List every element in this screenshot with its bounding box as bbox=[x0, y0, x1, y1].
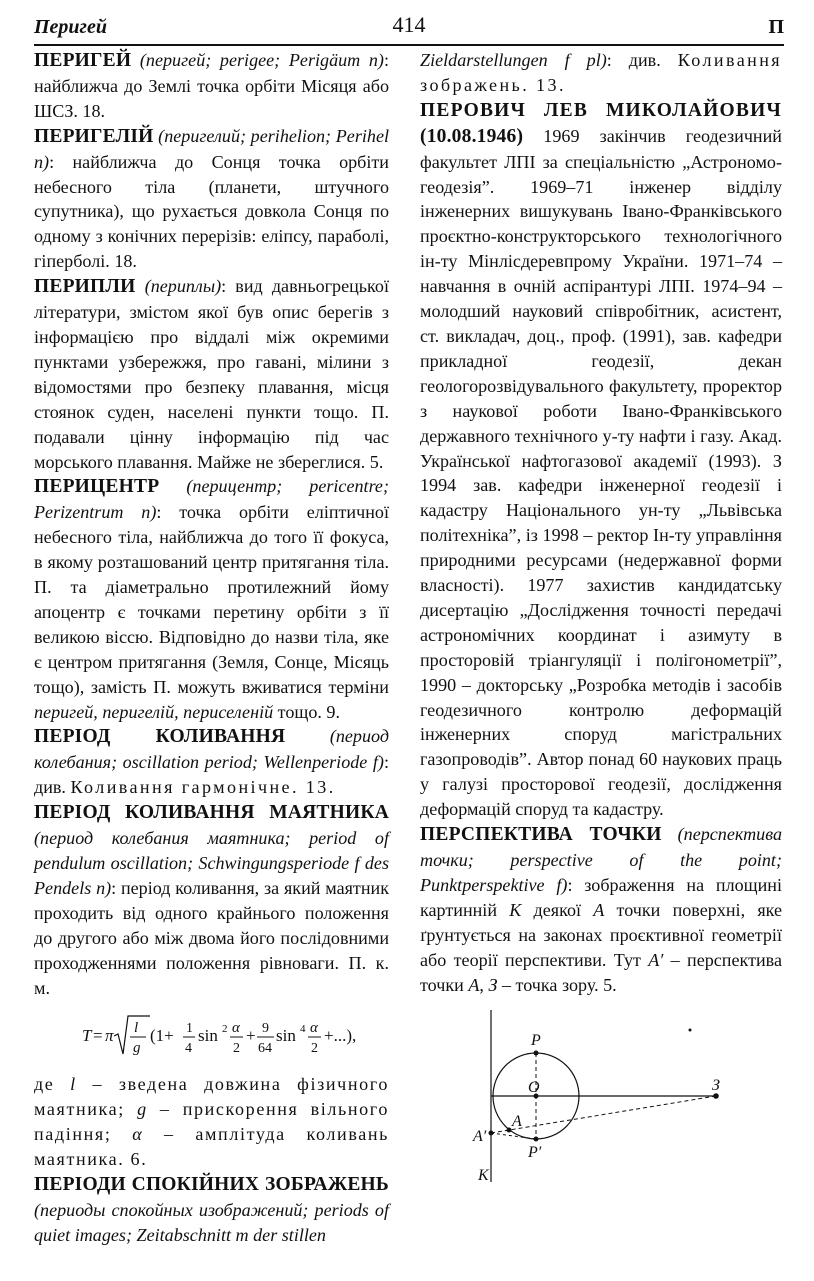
formula-nine: 9 bbox=[261, 1021, 269, 1037]
headword: ПЕРІОД КОЛИВАННЯ bbox=[34, 726, 286, 748]
entry-periody-spokiinykh bbox=[34, 1172, 389, 1248]
cross-reference: Коливання зображень. 13. bbox=[420, 50, 783, 95]
note-l-text: – зведена довжина фізичного маятника; bbox=[34, 1074, 390, 1120]
headword: ПЕРИГЕЛІЙ bbox=[34, 125, 154, 147]
formula-sixtyfour: 64 bbox=[257, 1041, 272, 1057]
point-A-prime bbox=[489, 1131, 494, 1136]
formula-tail: +...), bbox=[323, 1026, 356, 1046]
formula-one: 1 bbox=[185, 1021, 193, 1037]
definition: : найближча до Землі точка орбіти Місяця або ШСЗ. 18. bbox=[34, 50, 389, 121]
point-Z bbox=[713, 1093, 719, 1099]
note-g: g bbox=[137, 1099, 148, 1120]
related-terms: перигей, перигелій, периселеній bbox=[34, 701, 274, 722]
left-column bbox=[34, 48, 389, 1248]
projection-ray bbox=[491, 1096, 716, 1133]
label-A-prime: A′ bbox=[473, 1128, 487, 1145]
entry-perovych bbox=[420, 98, 782, 822]
formula-svg bbox=[62, 1008, 362, 1064]
biography: 1969 закінчив геодезичний факультет ЛПІ за спеціальністю „Астрономо-геодезія”. 1969–71 інженер відділу інженерних вишукувань Івано-Франківського проєктно-конструкторського технологічного ін-ту Мінлісдеревпрому України. 1971–74 – навчання в очній аспірантурі ЛПІ. 1974–94 – молодший науковий співробітник, асистент, ст. викладач, доц., проф. (1991), зав. кафедри прикладної геодезії, декан геологорозвідувального факультету, проректор з наукової роботи Івано-Франківського державного технічного у-ту нафти і газу. Акад. Української нафтогазової академії (1993). З 1994 зав. кафедри інженерної геодезії і кадастру Національного ун-ту „Львівська політехніка”, із 1998 – ректор Ін-ту управління природними ресурсами (недержавної форми власності). 1977 захистив кандидатську дисертацію „Дослідження точності передачі астрономічних координат і азимуту в просторовій тріангуляції і полігонометрії”, 1990 – докторську „Розробка методів і засобів геодезичного контролю деформацій інженерних споруд магістральних газопроводів”. Автор понад 60 наукових праць у галузі просторової геодезії, дослідження деформацій споруд та кадастру. bbox=[420, 125, 782, 820]
gloss: (перигей; perigee; Perigäum n) bbox=[139, 50, 384, 70]
definition: : див. bbox=[606, 50, 678, 70]
label-P-prime: P′ bbox=[528, 1144, 542, 1161]
formula-l: l bbox=[133, 1020, 138, 1037]
label-K: K bbox=[478, 1167, 489, 1184]
headword: ПЕРИПЛИ bbox=[34, 276, 136, 298]
definition-2: деякої bbox=[521, 899, 594, 920]
label-A: A bbox=[512, 1113, 522, 1130]
note-de: де bbox=[34, 1074, 71, 1095]
note-alpha-text: – амплітуда коливань маятника. 6. bbox=[34, 1124, 389, 1170]
page-header bbox=[34, 10, 784, 44]
definition-5: , bbox=[479, 974, 489, 995]
label-P: P bbox=[531, 1032, 541, 1049]
label-O: O bbox=[528, 1079, 540, 1096]
perspective-figure bbox=[468, 1010, 768, 1185]
formula-open: (1+ bbox=[149, 1026, 174, 1046]
entry-perihelii bbox=[34, 124, 389, 274]
note-l: l bbox=[70, 1074, 77, 1095]
entry-perigei bbox=[34, 48, 389, 124]
gloss: (перспектива точки; perspective of the point; Punktperspektive f) bbox=[420, 824, 782, 895]
definition: : найближча до Сонця точка орбіти небесного тіла (планети, штучного супутника), що рухається довкола Сонця по одному з конічних перерізів: еліпсу, параболі, гіперболі. 18. bbox=[34, 151, 389, 272]
formula-exp2: 2 bbox=[221, 1023, 227, 1036]
point-P bbox=[534, 1051, 539, 1056]
definition-3: точки поверхні, яке ґрунтується на законах проєктивної геометрії або теорії перспективи. Тут bbox=[420, 899, 783, 970]
formula-sin4: sin bbox=[275, 1026, 296, 1046]
formula-T: T bbox=[81, 1026, 91, 1046]
symbol-A: A bbox=[593, 899, 605, 920]
entry-perspektyva-tochky bbox=[420, 822, 782, 997]
note-g-text: – прискорення вільного падіння; bbox=[34, 1099, 389, 1145]
formula-eq: = bbox=[92, 1026, 103, 1046]
headword: ПЕРОВИЧ ЛЕВ МИКОЛАЙОВИЧ bbox=[420, 99, 782, 121]
formula-alpha-1: α bbox=[231, 1020, 240, 1037]
entry-period-kolyvannia bbox=[34, 724, 389, 800]
formula-two-1: 2 bbox=[232, 1041, 240, 1057]
gloss-continued: Zieldarstellungen f pl) bbox=[420, 50, 607, 70]
running-head-left: Перигей bbox=[34, 16, 107, 38]
definition: : зображення на площині картинній bbox=[420, 874, 782, 920]
definition-end: тощо. 9. bbox=[273, 701, 340, 722]
symbol-K: K bbox=[509, 899, 522, 920]
definition: : див. bbox=[34, 752, 389, 798]
sqrt-sign bbox=[114, 1016, 150, 1057]
stray-dot bbox=[689, 1029, 692, 1032]
entry-period-maiatnyka bbox=[34, 800, 389, 1000]
entry-perytsentr bbox=[34, 474, 389, 724]
gloss: (перигелий; perihelion; Perihel n) bbox=[34, 125, 389, 172]
headword: ПЕРІОДИ СПОКІЙНИХ ЗОБРАЖЕНЬ bbox=[34, 1174, 389, 1196]
headword: ПЕРИГЕЙ bbox=[34, 50, 132, 71]
point-A bbox=[507, 1128, 512, 1133]
definition: : вид давньогрецької літератури, змістом якої був опис берегів з інформацією про віддалі між окремими пунктами узбережжя, про гавані, мілини з відомостями про безпеку плавання, місця стоянок суден, населені пункти тощо. П. подавали цінну інформацію під час морського плавання. Майже не збереглися. 5. bbox=[34, 276, 389, 472]
gloss: (перицентр; pericentre; Perizentrum n) bbox=[34, 476, 389, 523]
right-column bbox=[420, 48, 782, 997]
definition: : точка орбіти еліптичної небесного тіла, найближча до того її фокуса, в якому розташований центр притягання тіла. П. та діаметрально протилежний йому апоцентр є точками перетину орбіти з її великою віссю. Відповідно до назви тіла, яке є центром притягання (Земля, Сонце, Місяць тощо), замість П. можуть вживатися терміни bbox=[34, 502, 389, 697]
definition-6: – точка зору. 5. bbox=[497, 974, 617, 995]
running-head-right: П bbox=[768, 16, 784, 38]
formula-alpha-2: α bbox=[309, 1020, 318, 1037]
cross-reference: Коливання гармонічне. 13. bbox=[70, 777, 336, 798]
formula-plus: + bbox=[245, 1026, 256, 1046]
gloss: (период колебания; oscillation period; Wellenperiode f) bbox=[34, 726, 389, 773]
birth-date: (10.08.1946) bbox=[420, 125, 524, 147]
header-rule bbox=[34, 44, 784, 46]
chord-line bbox=[491, 1133, 536, 1139]
formula-pi: π bbox=[104, 1026, 114, 1046]
definition: : період коливання, за який маятник проходить від одного крайнього положення до другого або між двома його послідовними проходженнями положення рівноваги. П. к. м. bbox=[34, 877, 389, 998]
gloss: (период колебания маятника; period of pendulum oscillation; Schwingungsperiode f des Pendels n) bbox=[34, 828, 389, 898]
entry-periody-continued bbox=[420, 48, 782, 98]
formula-explanation bbox=[34, 1072, 389, 1172]
entry-peryply bbox=[34, 274, 389, 474]
gloss: (периплы) bbox=[144, 276, 222, 297]
pendulum-formula bbox=[34, 1008, 389, 1064]
page-number: 414 bbox=[392, 12, 426, 37]
label-Z: З bbox=[712, 1077, 720, 1094]
symbol-A-prime: A′ bbox=[648, 949, 664, 970]
definition-4: – перспектива точки bbox=[420, 949, 783, 995]
headword: ПЕРСПЕКТИВА ТОЧКИ bbox=[420, 824, 662, 846]
gloss: (периоды спокойных изображений; periods of quiet images; Zeitabschnitt m der stillen bbox=[34, 1199, 389, 1245]
formula-exp4: 4 bbox=[299, 1023, 305, 1036]
note-alpha: α bbox=[132, 1124, 144, 1145]
point-P-prime bbox=[534, 1137, 539, 1142]
formula-sin2: sin bbox=[197, 1026, 218, 1046]
headword: ПЕРІОД КОЛИВАННЯ МАЯТНИКА bbox=[34, 802, 389, 824]
symbol-Z: З bbox=[488, 974, 498, 995]
formula-g: g bbox=[132, 1040, 140, 1057]
symbol-A-2: A bbox=[468, 974, 480, 995]
formula-two-2: 2 bbox=[310, 1041, 318, 1057]
perspective-diagram bbox=[468, 1010, 768, 1185]
headword: ПЕРИЦЕНТР bbox=[34, 476, 160, 498]
formula-four: 4 bbox=[184, 1041, 192, 1057]
